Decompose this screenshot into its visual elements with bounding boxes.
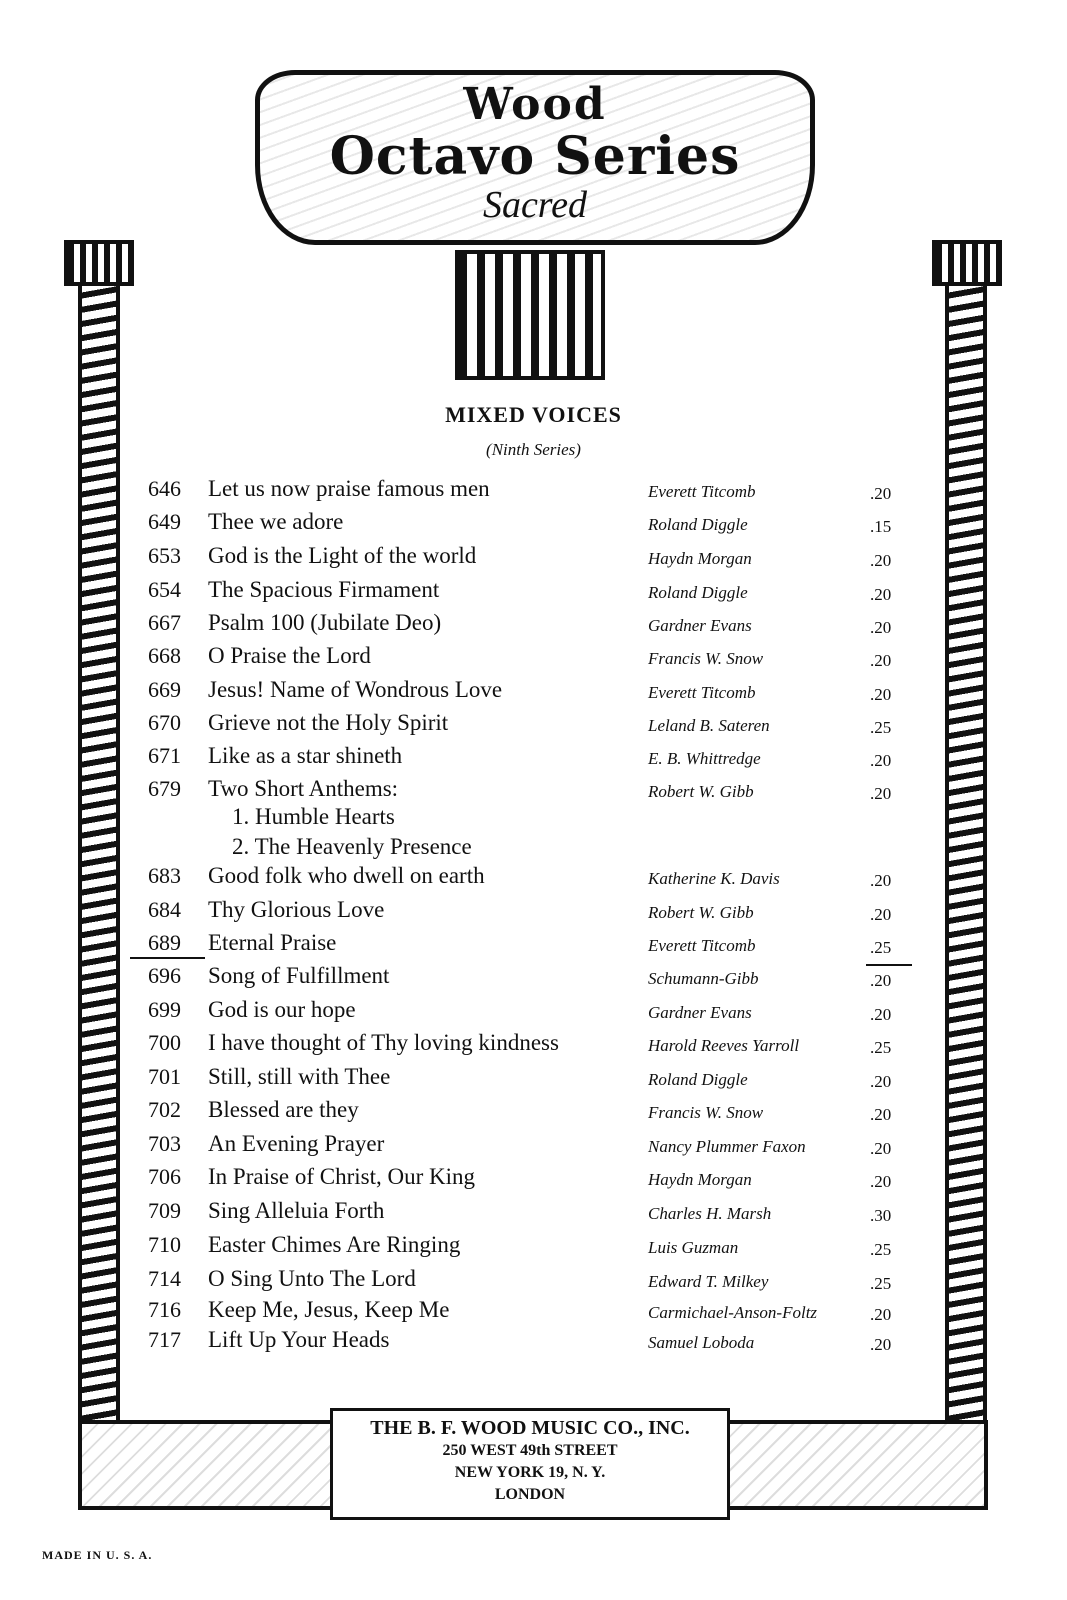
price: .20 <box>870 905 892 924</box>
catalog-row <box>0 1030 1067 1060</box>
catalog-row <box>0 1266 1067 1296</box>
catalog-number: 669 <box>148 677 181 702</box>
catalog-row <box>0 1097 1067 1127</box>
song-title: Like as a star shineth <box>208 743 403 768</box>
price: .20 <box>870 784 892 803</box>
song-title: Thee we adore <box>208 509 344 534</box>
section-title: MIXED VOICES <box>445 402 622 427</box>
catalog-row <box>0 997 1067 1027</box>
composer-name: E. B. Whittredge <box>648 749 761 768</box>
catalog-number: 689 <box>148 930 181 955</box>
composer-name: Robert W. Gibb <box>648 903 754 922</box>
catalog-number: 646 <box>148 476 181 501</box>
composer-name: Roland Diggle <box>648 583 748 602</box>
catalog-number: 667 <box>148 610 181 635</box>
composer-name: Samuel Loboda <box>648 1333 755 1352</box>
price: .30 <box>870 1206 892 1225</box>
composer-name: Carmichael-Anson-Foltz <box>648 1303 818 1322</box>
song-title: I have thought of Thy loving kindness <box>208 1030 559 1055</box>
composer-name: Roland Diggle <box>648 515 748 534</box>
catalog-row <box>0 610 1067 640</box>
composer-name: Robert W. Gibb <box>648 782 754 801</box>
price: .25 <box>870 1274 892 1293</box>
catalog-number: 654 <box>148 577 181 602</box>
publisher-box <box>330 1408 730 1520</box>
catalog-row <box>0 1131 1067 1161</box>
catalog-row <box>0 743 1067 773</box>
price: .20 <box>870 585 892 604</box>
price: .20 <box>870 1005 892 1024</box>
composer-name: Harold Reeves Yarroll <box>648 1036 800 1055</box>
price: .20 <box>870 1105 892 1124</box>
song-title: Blessed are they <box>208 1097 359 1122</box>
composer-name: Gardner Evans <box>648 1003 752 1022</box>
song-title: O Sing Unto The Lord <box>208 1266 416 1291</box>
song-title: Sing Alleluia Forth <box>208 1198 385 1223</box>
right-capital-ornament <box>932 240 1002 286</box>
composer-name: Schumann-Gibb <box>648 969 759 988</box>
title-line-3: Sacred <box>482 184 588 226</box>
song-title: Keep Me, Jesus, Keep Me <box>208 1297 450 1322</box>
catalog-row <box>0 1198 1067 1228</box>
catalog-number: 679 <box>148 776 181 801</box>
composer-name: Francis W. Snow <box>648 1103 764 1122</box>
catalog-row <box>0 1297 1067 1327</box>
catalog-row <box>0 476 1067 506</box>
divider-line <box>866 964 912 966</box>
catalog-row <box>0 776 1067 806</box>
catalog-row <box>0 1064 1067 1094</box>
composer-name: Everett Titcomb <box>648 683 756 702</box>
price: .20 <box>870 618 892 637</box>
catalog-number: 703 <box>148 1131 181 1156</box>
composer-name: Nancy Plummer Faxon <box>648 1137 806 1156</box>
price: .25 <box>870 938 892 957</box>
price: .25 <box>870 718 892 737</box>
song-title: Grieve not the Holy Spirit <box>208 710 449 735</box>
catalog-number: 716 <box>148 1297 181 1322</box>
price: .20 <box>870 871 892 890</box>
catalog-number: 696 <box>148 963 181 988</box>
price: .20 <box>870 1172 892 1191</box>
divider-line <box>130 957 205 959</box>
composer-name: Haydn Morgan <box>648 549 752 568</box>
composer-name: Roland Diggle <box>648 1070 748 1089</box>
song-title: Two Short Anthems: <box>208 776 399 801</box>
song-title: Still, still with Thee <box>208 1064 391 1089</box>
catalog-number: 700 <box>148 1030 181 1055</box>
catalog-number: 699 <box>148 997 181 1022</box>
song-title: The Spacious Firmament <box>208 577 440 602</box>
price: .20 <box>870 1139 892 1158</box>
catalog-row <box>0 930 1067 960</box>
song-title: O Praise the Lord <box>208 643 371 668</box>
composer-name: Gardner Evans <box>648 616 752 635</box>
catalog-row <box>0 863 1067 893</box>
catalog-row <box>0 1327 1067 1357</box>
price: .15 <box>870 517 892 536</box>
catalog-row <box>0 543 1067 573</box>
song-title: Thy Glorious Love <box>208 897 385 922</box>
catalog-row <box>0 677 1067 707</box>
price: .20 <box>870 551 892 570</box>
catalog-row <box>0 1232 1067 1262</box>
section-subtitle: (Ninth Series) <box>486 440 581 459</box>
song-title: Let us now praise famous men <box>208 476 490 501</box>
composer-name: Everett Titcomb <box>648 936 756 955</box>
composer-name: Haydn Morgan <box>648 1170 752 1189</box>
catalog-row <box>0 963 1067 993</box>
title-line-1: Wood <box>463 79 607 130</box>
publisher-city: NEW YORK 19, N. Y. <box>454 1464 606 1481</box>
price: .20 <box>870 484 892 503</box>
song-title: Good folk who dwell on earth <box>208 863 485 888</box>
anthem-subitem: 1. Humble Hearts <box>232 804 395 829</box>
catalog-number: 710 <box>148 1232 181 1257</box>
catalog-number: 671 <box>148 743 181 768</box>
composer-name: Katherine K. Davis <box>648 869 780 888</box>
catalog-row <box>0 643 1067 673</box>
catalog-number: 653 <box>148 543 181 568</box>
catalog-number: 670 <box>148 710 181 735</box>
anthem-subitem: 2. The Heavenly Presence <box>232 834 472 859</box>
song-title: Jesus! Name of Wondrous Love <box>208 677 503 702</box>
composer-name: Everett Titcomb <box>648 482 756 501</box>
title-line-2: Octavo Series <box>329 126 741 187</box>
catalog-number: 668 <box>148 643 181 668</box>
composer-name: Francis W. Snow <box>648 649 764 668</box>
price: .20 <box>870 1072 892 1091</box>
price: .20 <box>870 1305 892 1324</box>
song-title: Easter Chimes Are Ringing <box>208 1232 461 1257</box>
catalog-number: 649 <box>148 509 181 534</box>
publisher-london: LONDON <box>494 1486 566 1503</box>
song-title: Lift Up Your Heads <box>208 1327 390 1352</box>
price: .25 <box>870 1038 892 1057</box>
song-title: Song of Fulfillment <box>208 963 390 988</box>
catalog-row <box>0 577 1067 607</box>
price: .20 <box>870 651 892 670</box>
catalog-number: 706 <box>148 1164 181 1189</box>
composer-name: Edward T. Milkey <box>648 1272 769 1291</box>
price: .20 <box>870 1335 892 1354</box>
composer-name: Leland B. Sateren <box>648 716 770 735</box>
song-title: An Evening Prayer <box>208 1131 385 1156</box>
song-title: God is the Light of the world <box>208 543 477 568</box>
song-title: God is our hope <box>208 997 356 1022</box>
catalog-number: 701 <box>148 1064 181 1089</box>
publisher-name: THE B. F. WOOD MUSIC CO., INC. <box>370 1417 690 1439</box>
song-title: In Praise of Christ, Our King <box>208 1164 476 1189</box>
catalog-row <box>0 710 1067 740</box>
catalog-number: 683 <box>148 863 181 888</box>
catalog-row <box>0 509 1067 539</box>
price: .20 <box>870 685 892 704</box>
catalog-number: 717 <box>148 1327 181 1352</box>
catalog-row <box>0 1164 1067 1194</box>
song-title: Psalm 100 (Jubilate Deo) <box>208 610 442 635</box>
composer-name: Luis Guzman <box>648 1238 739 1257</box>
publisher-street: 250 WEST 49th STREET <box>442 1442 618 1459</box>
price: .20 <box>870 971 892 990</box>
song-title: Eternal Praise <box>208 930 337 955</box>
composer-name: Charles H. Marsh <box>648 1204 772 1223</box>
left-capital-ornament <box>64 240 134 286</box>
organ-pipes-ornament <box>455 250 605 380</box>
catalog-number: 709 <box>148 1198 181 1223</box>
right-pillar-ornament <box>945 260 987 1440</box>
price: .20 <box>870 751 892 770</box>
made-in-label: MADE IN U. S. A. <box>42 1548 153 1562</box>
catalog-number: 714 <box>148 1266 181 1291</box>
price: .25 <box>870 1240 892 1259</box>
left-pillar-ornament <box>78 260 120 1440</box>
title-banner <box>255 70 815 245</box>
catalog-row <box>0 897 1067 927</box>
catalog-number: 702 <box>148 1097 181 1122</box>
catalog-number: 684 <box>148 897 181 922</box>
